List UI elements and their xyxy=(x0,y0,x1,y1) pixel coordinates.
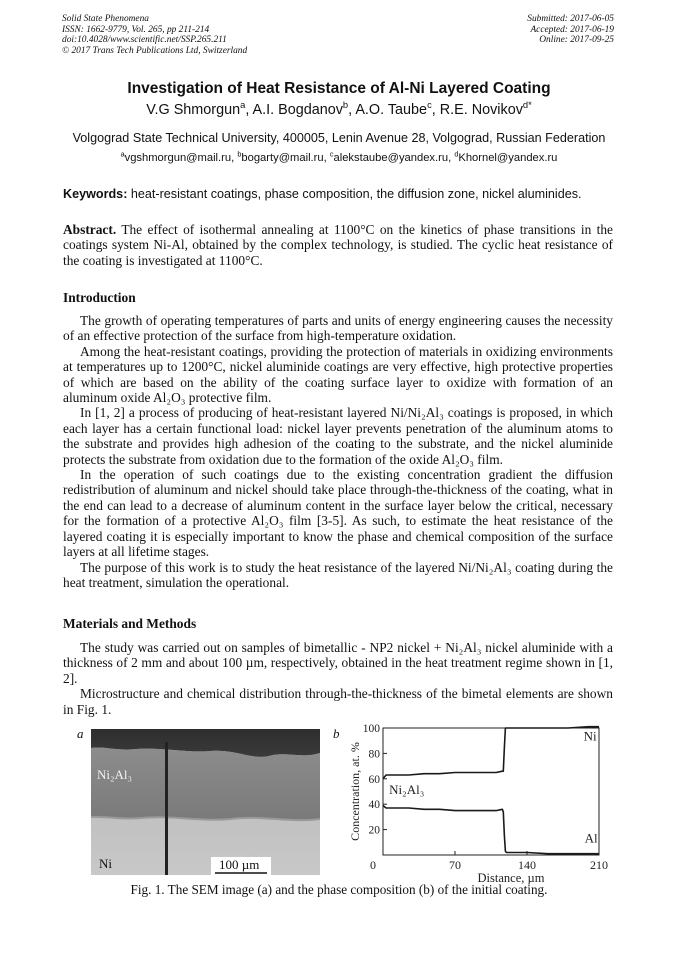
paragraph: In [1, 2] a process of producing of heat-resistant layered Ni/Ni₂Al₃ coatings is proposed, in which each layer has a certain functional load: nickel layer prevents penetration of the aluminum atoms to the substrate and provides high adhesion of the coating to the substrate, and the nickel aluminide protects the substrate from oxidation due to the formation of the oxide Al₂O₃ film. xyxy=(63,405,613,467)
affiliation: Volgograd State Technical University, 400005, Lenin Avenue 28, Volgograd, Russian Federation xyxy=(72,131,606,145)
author-list: V.G Shmorgun$^a$, A.I. Bogdanov$^b$, A.O. Taube$^c$, R.E. Novikov$^{d*}$ xyxy=(146,100,532,118)
layer-label-ni2al3: Ni₂Al₃ xyxy=(97,767,133,782)
x-axis-label: Distance, µm xyxy=(477,871,545,885)
series-line-ni xyxy=(383,727,599,779)
paragraph: Among the heat-resistant coatings, providing the protection of materials in oxidizing environments at temperatures up to 1200°C, nickel aluminide coatings are very effective, high protective properties of which are based on the ability of the coating surface layer to oxidize with formation of an aluminum oxide Al₂O₃ protective film. xyxy=(63,343,613,406)
y-tick-label: 80 xyxy=(368,748,380,761)
email-sup: b xyxy=(237,149,242,159)
journal-name: Solid State Phenomena xyxy=(62,14,149,24)
paragraph: The purpose of this work is to study the heat resistance of the layered Ni/Ni₂Al₃ coating during the heat treatment, simulation the operational. xyxy=(63,559,613,590)
issn: ISSN: 1662-9779, Vol. 265, pp 211-214 xyxy=(62,24,210,35)
copyright: © 2017 Trans Tech Publications Ltd, Switzerland xyxy=(62,45,248,56)
series-line-al xyxy=(383,806,599,854)
x-tick-label: 140 xyxy=(518,858,536,872)
paragraph: In the operation of such coatings due to the existing concentration gradient the diffusion redistribution of aluminum and nickel should take place through-the-thickness of the coating, what in the end can lead to a decrease of aluminum content in the surface layer below the critical, necessary for the formation of a protective Al₂O₃ film [3-5]. As such, to estimate the heat resistance of the layered coating it is especially important to know the phase and chemical composition of the surface layers at all lifetime stages. xyxy=(63,467,613,560)
sem-micrograph xyxy=(91,729,320,875)
scale-bar-label: 100 µm xyxy=(219,857,260,872)
y-tick-label: 20 xyxy=(368,824,380,837)
x-tick-label: 0 xyxy=(370,858,376,872)
chart-annotation: Ni₂Al₃ xyxy=(389,782,425,798)
paragraph: The study was carried out on samples of bimetallic - NP2 nickel + Ni₂Al₃ nickel aluminide with a thickness of 2 mm and about 100 µm, respectively, obtained in the heat treatment regime shown in [1, 2]. xyxy=(63,640,613,686)
y-tick-label: 100 xyxy=(362,723,380,735)
introduction-body xyxy=(63,313,613,590)
chart-annotation: Al xyxy=(584,830,598,846)
author: A.O. Taube xyxy=(355,102,428,118)
layer-label-ni: Ni xyxy=(99,856,112,871)
author-sup: d* xyxy=(522,100,532,111)
keywords-label: Keywords: xyxy=(63,187,128,201)
author-sup: a xyxy=(240,100,246,111)
methods-heading: Materials and Methods xyxy=(63,616,197,631)
email-sup: d xyxy=(454,149,459,159)
email-sup: a xyxy=(120,149,125,159)
paragraph: Microstructure and chemical distribution through-the-thickness of the bimetal elements are shown in Fig. 1. xyxy=(63,686,613,717)
email-link[interactable]: Khornel@yandex.ru xyxy=(458,152,558,164)
dates-header xyxy=(527,14,614,46)
x-tick-label: 70 xyxy=(449,858,461,872)
abstract-label: Abstract. xyxy=(63,222,117,237)
author: V.G Shmorgun xyxy=(146,102,241,118)
concentration-chart xyxy=(345,723,608,885)
author: A.I. Bogdanov xyxy=(252,102,343,118)
email-link[interactable]: alekstaube@yandex.ru xyxy=(333,152,449,164)
email-link[interactable]: vgshmorgun@mail.ru xyxy=(124,152,232,164)
author: R.E. Novikov xyxy=(439,102,523,118)
paragraph: The growth of operating temperatures of parts and units of energy engineering causes the necessity of an effective protection of the surface from high-temperature oxidation. xyxy=(63,313,613,344)
x-tick-label: 210 xyxy=(590,858,608,872)
journal-header xyxy=(62,14,247,56)
y-tick-label: 60 xyxy=(368,773,380,786)
author-sup: b xyxy=(342,100,349,111)
y-axis-label: Concentration, at. % xyxy=(348,742,362,841)
abstract xyxy=(63,222,613,268)
accepted-date: Accepted: 2017-06-19 xyxy=(530,24,614,35)
email-list: $^a$vgshmorgun@mail.ru, $^b$bogarty@mail.ru, $^c$alekstaube@yandex.ru, $^d$Khornel@yandex.ru xyxy=(120,149,558,164)
submitted-date: Submitted: 2017-06-05 xyxy=(527,14,614,24)
author-sup: c xyxy=(427,100,432,111)
introduction-heading: Introduction xyxy=(63,290,136,305)
sem-image xyxy=(91,729,320,875)
email-link[interactable]: bogarty@mail.ru xyxy=(241,152,324,164)
chart-annotation: Ni xyxy=(583,728,597,744)
y-tick-label: 40 xyxy=(368,799,380,812)
online-date: Online: 2017-09-25 xyxy=(539,35,614,46)
keywords-text: heat-resistant coatings, phase composition, the diffusion zone, nickel aluminides. xyxy=(130,187,582,201)
methods-body xyxy=(63,640,613,717)
keywords xyxy=(63,187,582,201)
panel-b-label: b xyxy=(333,726,340,741)
abstract-text: The effect of isothermal annealing at 1100°C on the kinetics of phase transitions in the coatings system Ni-Al, obtained by the complex technology, is studied. The cyclic heat resistance of the coating is investigated at 1100°C. xyxy=(63,222,613,268)
figure-caption: Fig. 1. The SEM image (a) and the phase composition (b) of the initial coating. xyxy=(130,882,548,897)
paper-title: Investigation of Heat Resistance of Al-Ni Layered Coating xyxy=(127,80,551,97)
email-sup: c xyxy=(329,149,334,159)
doi-link[interactable]: doi:10.4028/www.scientific.net/SSP.265.211 xyxy=(62,35,227,46)
panel-a-label: a xyxy=(77,726,84,741)
